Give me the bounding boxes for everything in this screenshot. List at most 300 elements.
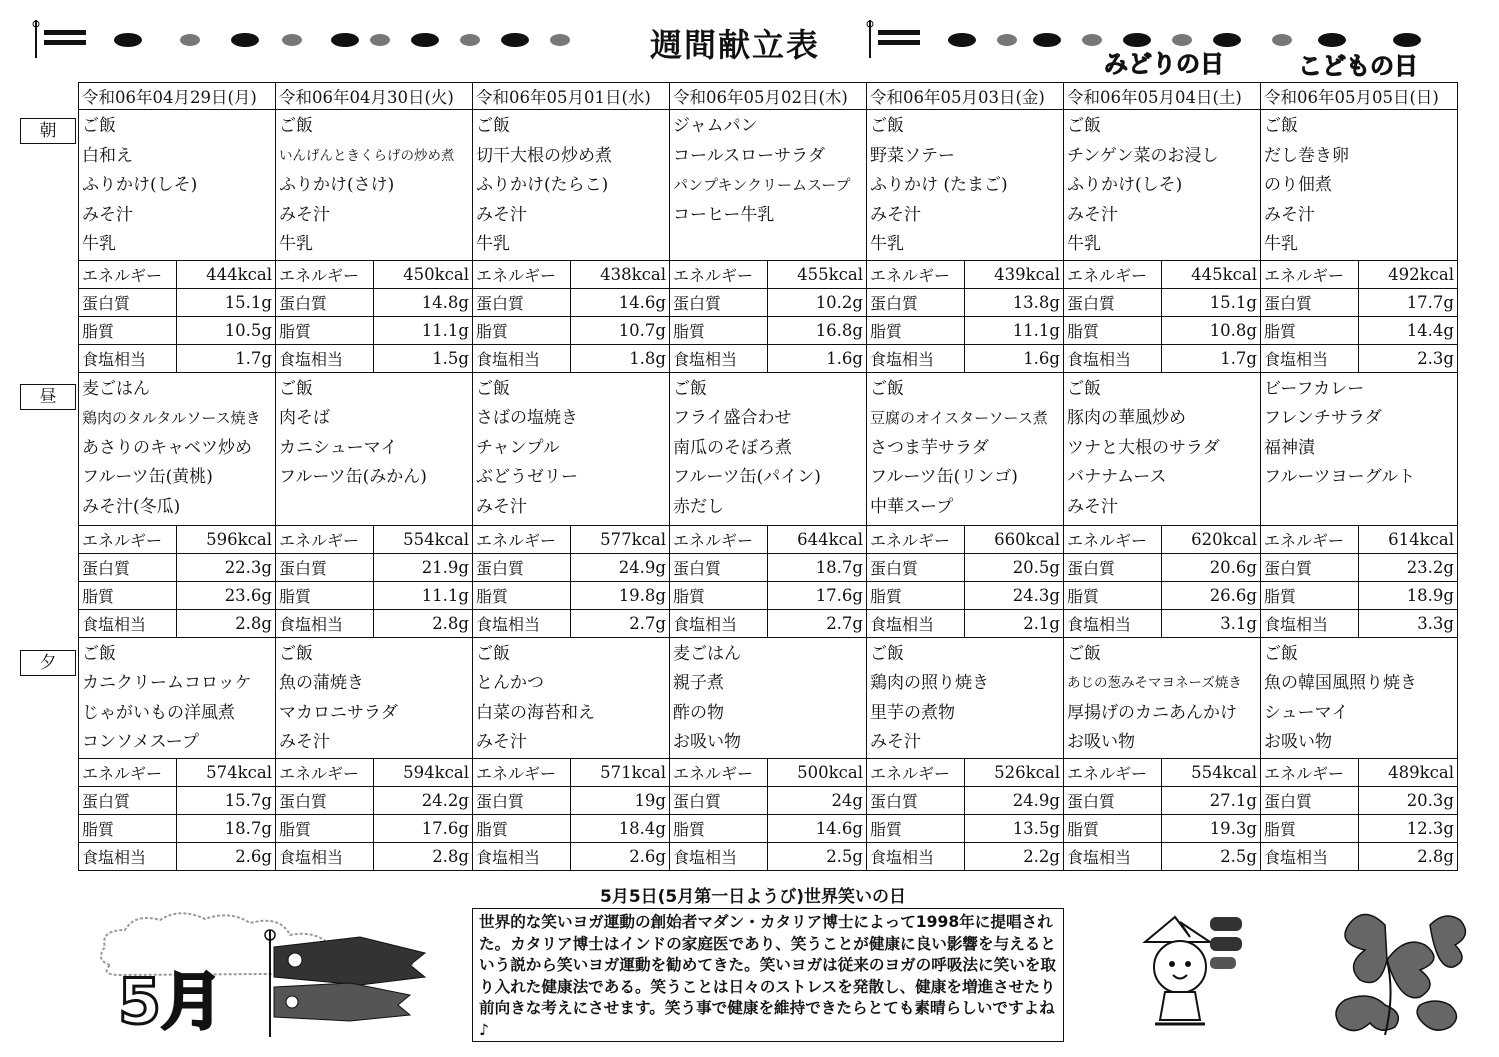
- dish-item: 鶏肉の照り焼き: [870, 673, 989, 693]
- nutrient-value: 596kcal: [177, 525, 276, 553]
- dish-item: 牛乳: [82, 234, 116, 254]
- meal-label-dinner: 夕: [20, 650, 76, 676]
- breakfast-dishes-cell: [1064, 110, 1261, 261]
- nutrient-value: 554kcal: [1162, 758, 1261, 786]
- nutrient-label: 食塩相当: [473, 344, 571, 372]
- breakfast-dishes-cell: [276, 110, 473, 261]
- nutrient-label: 脂質: [79, 814, 177, 842]
- dish-item: みそ汁: [476, 204, 527, 225]
- dish-item: ご飯: [1067, 643, 1101, 664]
- date-header: 令和06年05月04日(土): [1064, 83, 1261, 110]
- nutrient-value: 577kcal: [571, 525, 670, 553]
- nutrient-label: 蛋白質: [1261, 288, 1359, 316]
- nutrient-label: 脂質: [473, 814, 571, 842]
- dinner-nutrition-row: [79, 758, 1458, 786]
- nutrient-label: 蛋白質: [670, 786, 768, 814]
- dish-item: みそ汁: [476, 732, 527, 752]
- nutrient-value: 23.6g: [177, 581, 276, 609]
- dish-item: 牛乳: [279, 234, 313, 254]
- dish-item: のり佃煮: [1264, 175, 1332, 195]
- dish-item: ご飯: [1264, 116, 1298, 136]
- nutrient-value: 1.7g: [1162, 344, 1261, 372]
- nutrient-label: 食塩相当: [1064, 842, 1162, 870]
- nutrient-label: 蛋白質: [79, 288, 177, 316]
- date-header-row: [79, 83, 1458, 110]
- dish-item: みそ汁: [870, 204, 921, 225]
- nutrient-value: 2.7g: [571, 609, 670, 637]
- dish-item: ご飯: [1067, 116, 1101, 136]
- nutrient-label: 脂質: [79, 581, 177, 609]
- nutrient-value: 3.1g: [1162, 609, 1261, 637]
- nutrient-value: 554kcal: [374, 525, 473, 553]
- dinner-dishes-cell: [1261, 637, 1458, 758]
- lunch-nutrition-row: [79, 609, 1458, 637]
- dish-item: ふりかけ(たらこ): [476, 175, 609, 195]
- nutrient-value: 11.1g: [965, 316, 1064, 344]
- nutrient-value: 15.1g: [1162, 288, 1261, 316]
- dish-item: だし巻き卵: [1264, 145, 1349, 166]
- nutrient-value: 492kcal: [1359, 260, 1458, 288]
- nutrient-label: 脂質: [1064, 814, 1162, 842]
- dish-item: ご飯: [279, 643, 313, 664]
- nutrient-label: エネルギー: [473, 525, 571, 553]
- nutrient-value: 14.4g: [1359, 316, 1458, 344]
- date-header: 令和06年05月03日(金): [867, 83, 1064, 110]
- nutrient-label: 食塩相当: [1064, 609, 1162, 637]
- dish-item: ご飯: [476, 643, 510, 664]
- nutrient-label: 食塩相当: [1261, 842, 1359, 870]
- dinner-dishes-cell: [670, 637, 867, 758]
- dish-item: ジャムパン: [673, 116, 758, 136]
- dish-item: シューマイ: [1264, 702, 1349, 723]
- dish-item: 牛乳: [870, 234, 904, 254]
- date-header: 令和06年05月02日(木): [670, 83, 867, 110]
- nutrient-value: 2.3g: [1359, 344, 1458, 372]
- nutrient-label: 脂質: [670, 316, 768, 344]
- dish-item: ご飯: [279, 116, 313, 136]
- clover-icon: [1325, 905, 1475, 1040]
- dish-item: ご飯: [82, 643, 116, 664]
- nutrient-value: 439kcal: [965, 260, 1064, 288]
- dish-item: みそ汁: [279, 204, 330, 225]
- nutrient-value: 1.6g: [768, 344, 867, 372]
- dish-item: お吸い物: [673, 732, 741, 752]
- nutrient-value: 2.2g: [965, 842, 1064, 870]
- nutrient-label: エネルギー: [1064, 758, 1162, 786]
- dish-item: チンゲン菜のお浸し: [1067, 145, 1219, 166]
- dish-item: みそ汁: [82, 204, 133, 225]
- nutrient-value: 3.3g: [1359, 609, 1458, 637]
- nutrient-label: エネルギー: [1064, 525, 1162, 553]
- dish-item: みそ汁: [1067, 496, 1118, 517]
- dish-item: バナナムース: [1067, 467, 1167, 487]
- carp-streamer-row-left: [30, 18, 590, 60]
- nutrient-label: エネルギー: [276, 758, 374, 786]
- nutrient-label: 脂質: [473, 581, 571, 609]
- nutrient-label: 食塩相当: [1261, 344, 1359, 372]
- lunch-dishes-row: [79, 372, 1458, 525]
- dish-item: みそ汁: [279, 732, 330, 752]
- dinner-nutrition-row: [79, 842, 1458, 870]
- nutrient-label: 食塩相当: [867, 344, 965, 372]
- nutrient-value: 17.6g: [768, 581, 867, 609]
- nutrient-label: 食塩相当: [670, 842, 768, 870]
- dish-item: 切干大根の炒め煮: [476, 145, 612, 166]
- special-day-description: 世界的な笑いヨガ運動の創始者マダン・カタリア博士によって1998年に提唱された。カタリア博士はインドの家庭医であり、笑うことが健康に良い影響を与えるという説から笑いヨガ運動を勧めてきた。笑いヨガは従来のヨガの呼吸法に笑いを取り入れた健康法である。笑うことは日々のストレスを発散し、健康を増進させたり前向きな考えにさせます。笑う事で健康を維持できたらとても素晴らしいですよね♪: [472, 908, 1064, 1042]
- dish-item: 鶏肉のタルタルソース焼き: [82, 409, 261, 427]
- dinner-dishes-cell: [79, 637, 276, 758]
- nutrient-label: 脂質: [1064, 316, 1162, 344]
- nutrient-value: 22.3g: [177, 553, 276, 581]
- nutrient-value: 1.7g: [177, 344, 276, 372]
- breakfast-dishes-cell: [867, 110, 1064, 261]
- date-header: 令和06年05月01日(水): [473, 83, 670, 110]
- nutrient-value: 620kcal: [1162, 525, 1261, 553]
- date-header: 令和06年05月05日(日): [1261, 83, 1458, 110]
- dish-item: 厚揚げのカニあんかけ: [1067, 702, 1237, 723]
- nutrient-label: 脂質: [276, 814, 374, 842]
- dish-item: あじの葱みそマヨネーズ焼き: [1067, 675, 1242, 691]
- nutrient-value: 12.3g: [1359, 814, 1458, 842]
- nutrient-label: 食塩相当: [670, 609, 768, 637]
- nutrient-label: 蛋白質: [473, 288, 571, 316]
- nutrient-value: 445kcal: [1162, 260, 1261, 288]
- page-title: 週間献立表: [650, 26, 821, 64]
- nutrient-value: 14.8g: [374, 288, 473, 316]
- dish-item: みそ汁: [870, 732, 921, 752]
- dish-item: 南瓜のそぼろ煮: [673, 437, 792, 458]
- nutrient-value: 10.5g: [177, 316, 276, 344]
- nutrient-label: 脂質: [867, 581, 965, 609]
- breakfast-nutrition-row: [79, 344, 1458, 372]
- dish-item: あさりのキャベツ炒め: [82, 437, 252, 458]
- dish-item: ふりかけ(しそ): [82, 175, 198, 195]
- dish-item: 赤だし: [673, 496, 724, 517]
- breakfast-dishes-cell: [1261, 110, 1458, 261]
- breakfast-dishes-cell: [670, 110, 867, 261]
- nutrient-label: 蛋白質: [276, 786, 374, 814]
- nutrient-value: 10.2g: [768, 288, 867, 316]
- nutrient-label: 食塩相当: [79, 842, 177, 870]
- nutrient-label: エネルギー: [670, 260, 768, 288]
- nutrient-label: 蛋白質: [670, 553, 768, 581]
- dish-item: お吸い物: [1264, 732, 1332, 752]
- nutrient-label: 蛋白質: [473, 553, 571, 581]
- dinner-nutrition-row: [79, 814, 1458, 842]
- nutrient-value: 455kcal: [768, 260, 867, 288]
- nutrient-label: エネルギー: [670, 525, 768, 553]
- nutrient-label: 脂質: [473, 316, 571, 344]
- nutrient-value: 15.7g: [177, 786, 276, 814]
- dish-item: フレンチサラダ: [1264, 408, 1382, 428]
- nutrient-label: 蛋白質: [867, 786, 965, 814]
- dish-item: ご飯: [870, 643, 904, 664]
- nutrient-value: 21.9g: [374, 553, 473, 581]
- nutrient-value: 16.8g: [768, 316, 867, 344]
- nutrient-value: 1.5g: [374, 344, 473, 372]
- lunch-dishes-cell: [1261, 372, 1458, 525]
- nutrient-value: 2.7g: [768, 609, 867, 637]
- nutrient-label: 食塩相当: [867, 609, 965, 637]
- nutrient-label: 食塩相当: [1064, 344, 1162, 372]
- dish-item: フルーツヨーグルト: [1264, 467, 1416, 487]
- nutrient-label: 食塩相当: [276, 344, 374, 372]
- nutrient-value: 17.6g: [374, 814, 473, 842]
- lunch-dishes-cell: [79, 372, 276, 525]
- dish-item: 肉そば: [279, 408, 330, 428]
- lunch-dishes-cell: [276, 372, 473, 525]
- lunch-dishes-cell: [473, 372, 670, 525]
- nutrient-label: エネルギー: [79, 260, 177, 288]
- nutrient-value: 24.9g: [965, 786, 1064, 814]
- nutrient-value: 438kcal: [571, 260, 670, 288]
- nutrient-label: エネルギー: [1064, 260, 1162, 288]
- nutrient-label: 脂質: [1261, 581, 1359, 609]
- nutrient-label: エネルギー: [867, 260, 965, 288]
- nutrient-value: 644kcal: [768, 525, 867, 553]
- nutrient-label: 脂質: [79, 316, 177, 344]
- nutrient-label: 食塩相当: [867, 842, 965, 870]
- nutrient-label: 蛋白質: [867, 553, 965, 581]
- nutrient-value: 1.6g: [965, 344, 1064, 372]
- dish-item: 牛乳: [1067, 234, 1101, 254]
- nutrient-label: 脂質: [1261, 814, 1359, 842]
- nutrient-label: エネルギー: [473, 758, 571, 786]
- dish-item: 牛乳: [1264, 234, 1298, 254]
- nutrient-label: エネルギー: [867, 758, 965, 786]
- breakfast-nutrition-row: [79, 288, 1458, 316]
- nutrient-value: 17.7g: [1359, 288, 1458, 316]
- nutrient-label: 脂質: [276, 316, 374, 344]
- midori-no-hi-banner: みどりの日: [1104, 50, 1224, 78]
- dish-item: 麦ごはん: [82, 378, 150, 399]
- weekly-menu-table: [78, 82, 1458, 871]
- dinner-dishes-cell: [473, 637, 670, 758]
- dish-item: チャンプル: [476, 437, 560, 458]
- nutrient-value: 574kcal: [177, 758, 276, 786]
- month-label: 5月: [118, 965, 224, 1038]
- special-day-title: 5月5日(5月第一日ようび)世界笑いの日: [600, 887, 907, 907]
- nutrient-value: 20.6g: [1162, 553, 1261, 581]
- dinner-dishes-cell: [1064, 637, 1261, 758]
- nutrient-value: 14.6g: [571, 288, 670, 316]
- nutrient-value: 19.8g: [571, 581, 670, 609]
- nutrient-label: 食塩相当: [276, 842, 374, 870]
- dish-item: みそ汁: [476, 496, 527, 517]
- nutrient-label: 蛋白質: [1064, 786, 1162, 814]
- dinner-dishes-cell: [276, 637, 473, 758]
- nutrient-label: エネルギー: [1261, 758, 1359, 786]
- dinner-dishes-row: [79, 637, 1458, 758]
- nutrient-value: 26.6g: [1162, 581, 1261, 609]
- dish-item: 里芋の煮物: [870, 702, 955, 723]
- nutrient-label: 蛋白質: [1261, 786, 1359, 814]
- nutrient-label: 脂質: [1261, 316, 1359, 344]
- nutrient-value: 18.4g: [571, 814, 670, 842]
- nutrient-value: 450kcal: [374, 260, 473, 288]
- nutrient-label: エネルギー: [867, 525, 965, 553]
- nutrient-value: 24.9g: [571, 553, 670, 581]
- child-character-icon: [1135, 912, 1250, 1030]
- nutrient-value: 18.7g: [768, 553, 867, 581]
- nutrient-value: 18.7g: [177, 814, 276, 842]
- nutrient-value: 2.8g: [374, 609, 473, 637]
- nutrient-label: エネルギー: [79, 525, 177, 553]
- breakfast-nutrition-row: [79, 260, 1458, 288]
- dish-item: とんかつ: [476, 673, 544, 693]
- nutrient-label: 脂質: [670, 581, 768, 609]
- breakfast-dishes-cell: [473, 110, 670, 261]
- dish-item: お吸い物: [1067, 732, 1135, 752]
- dish-item: 麦ごはん: [673, 643, 741, 664]
- nutrient-value: 10.7g: [571, 316, 670, 344]
- dish-item: 豚肉の華風炒め: [1067, 408, 1186, 428]
- nutrient-value: 18.9g: [1359, 581, 1458, 609]
- meal-label-breakfast: 朝: [20, 118, 76, 144]
- dish-item: ご飯: [870, 378, 904, 399]
- nutrient-value: 20.5g: [965, 553, 1064, 581]
- nutrient-value: 1.8g: [571, 344, 670, 372]
- dish-item: いんげんときくらげの炒め煮: [279, 147, 455, 164]
- nutrient-value: 2.5g: [768, 842, 867, 870]
- nutrient-label: 脂質: [1064, 581, 1162, 609]
- nutrient-value: 660kcal: [965, 525, 1064, 553]
- dish-item: さつま芋サラダ: [870, 437, 989, 458]
- nutrient-value: 2.8g: [177, 609, 276, 637]
- nutrient-label: 蛋白質: [1261, 553, 1359, 581]
- dish-item: ビーフカレー: [1264, 378, 1365, 399]
- nutrient-label: 蛋白質: [276, 288, 374, 316]
- nutrient-value: 11.1g: [374, 316, 473, 344]
- dish-item: フルーツ缶(黄桃): [82, 467, 213, 487]
- carp-streamer-icon: [30, 18, 590, 60]
- nutrient-value: 2.1g: [965, 609, 1064, 637]
- nutrient-value: 594kcal: [374, 758, 473, 786]
- nutrient-label: 蛋白質: [1064, 288, 1162, 316]
- dish-item: 豆腐のオイスターソース煮: [870, 409, 1048, 427]
- dish-item: フルーツ缶(パイン): [673, 467, 821, 487]
- dish-item: ご飯: [1067, 378, 1101, 399]
- nutrient-label: 脂質: [670, 814, 768, 842]
- nutrient-value: 2.5g: [1162, 842, 1261, 870]
- dish-item: ご飯: [476, 116, 510, 136]
- meal-label-lunch: 昼: [20, 384, 76, 410]
- dish-item: カニクリームコロッケ: [82, 673, 252, 693]
- lunch-dishes-cell: [867, 372, 1064, 525]
- lunch-nutrition-row: [79, 525, 1458, 553]
- lunch-dishes-cell: [1064, 372, 1261, 525]
- dish-item: ご飯: [476, 378, 510, 399]
- nutrient-value: 24.2g: [374, 786, 473, 814]
- dish-item: ご飯: [279, 378, 313, 399]
- nutrient-value: 24.3g: [965, 581, 1064, 609]
- dish-item: 牛乳: [476, 234, 510, 254]
- nutrient-label: エネルギー: [1261, 525, 1359, 553]
- breakfast-dishes-row: [79, 110, 1458, 261]
- nutrient-value: 23.2g: [1359, 553, 1458, 581]
- nutrient-value: 500kcal: [768, 758, 867, 786]
- nutrient-label: エネルギー: [1261, 260, 1359, 288]
- dish-item: ご飯: [673, 378, 707, 399]
- nutrient-value: 444kcal: [177, 260, 276, 288]
- dish-item: みそ汁: [1264, 204, 1315, 225]
- date-header: 令和06年04月30日(火): [276, 83, 473, 110]
- nutrient-label: 食塩相当: [79, 344, 177, 372]
- nutrient-value: 13.5g: [965, 814, 1064, 842]
- dish-item: さばの塩焼き: [476, 408, 578, 428]
- nutrient-label: 蛋白質: [79, 553, 177, 581]
- nutrient-value: 24g: [768, 786, 867, 814]
- nutrient-label: 脂質: [867, 814, 965, 842]
- dish-item: ふりかけ(さけ): [279, 175, 395, 195]
- breakfast-dishes-cell: [79, 110, 276, 261]
- date-header: 令和06年04月29日(月): [79, 83, 276, 110]
- dish-item: コーヒー牛乳: [673, 204, 775, 225]
- dish-item: ふりかけ (たまご): [870, 175, 1008, 195]
- nutrient-value: 15.1g: [177, 288, 276, 316]
- nutrient-value: 10.8g: [1162, 316, 1261, 344]
- dish-item: 福神漬: [1264, 437, 1315, 458]
- nutrient-label: 食塩相当: [79, 609, 177, 637]
- dish-item: ぶどうゼリー: [476, 467, 578, 487]
- dish-item: フライ盛合わせ: [673, 408, 792, 428]
- dish-item: 魚の蒲焼き: [279, 673, 364, 693]
- lunch-nutrition-row: [79, 581, 1458, 609]
- breakfast-nutrition-row: [79, 316, 1458, 344]
- nutrient-label: エネルギー: [276, 525, 374, 553]
- nutrient-value: 489kcal: [1359, 758, 1458, 786]
- dish-item: ご飯: [870, 116, 904, 136]
- nutrient-label: 食塩相当: [473, 609, 571, 637]
- nutrient-label: エネルギー: [473, 260, 571, 288]
- nutrient-value: 11.1g: [374, 581, 473, 609]
- dish-item: カニシューマイ: [279, 437, 398, 458]
- dish-item: コンソメスープ: [82, 732, 199, 752]
- dish-item: みそ汁: [1067, 204, 1118, 225]
- nutrient-label: エネルギー: [670, 758, 768, 786]
- dish-item: フルーツ缶(リンゴ): [870, 467, 1018, 487]
- dinner-dishes-cell: [867, 637, 1064, 758]
- nutrient-value: 526kcal: [965, 758, 1064, 786]
- kodomo-no-hi-banner: こどもの日: [1298, 52, 1418, 80]
- dish-item: パンプキンクリームスープ: [673, 176, 851, 194]
- nutrient-value: 2.6g: [571, 842, 670, 870]
- nutrient-label: 脂質: [867, 316, 965, 344]
- nutrient-value: 14.6g: [768, 814, 867, 842]
- dish-item: 中華スープ: [870, 496, 954, 517]
- nutrient-value: 20.3g: [1359, 786, 1458, 814]
- nutrient-value: 2.8g: [374, 842, 473, 870]
- nutrient-value: 19g: [571, 786, 670, 814]
- nutrient-value: 13.8g: [965, 288, 1064, 316]
- nutrient-value: 19.3g: [1162, 814, 1261, 842]
- dish-item: ツナと大根のサラダ: [1067, 437, 1220, 458]
- nutrient-label: 食塩相当: [670, 344, 768, 372]
- nutrient-label: 食塩相当: [1261, 609, 1359, 637]
- nutrient-value: 27.1g: [1162, 786, 1261, 814]
- nutrient-label: 蛋白質: [276, 553, 374, 581]
- dish-item: 魚の韓国風照り焼き: [1264, 673, 1417, 693]
- dish-item: 酢の物: [673, 702, 724, 723]
- lunch-dishes-cell: [670, 372, 867, 525]
- dish-item: 野菜ソテー: [870, 145, 955, 166]
- nutrient-label: 食塩相当: [473, 842, 571, 870]
- nutrient-value: 2.6g: [177, 842, 276, 870]
- nutrient-value: 614kcal: [1359, 525, 1458, 553]
- nutrient-label: エネルギー: [276, 260, 374, 288]
- nutrient-value: 2.8g: [1359, 842, 1458, 870]
- nutrient-value: 571kcal: [571, 758, 670, 786]
